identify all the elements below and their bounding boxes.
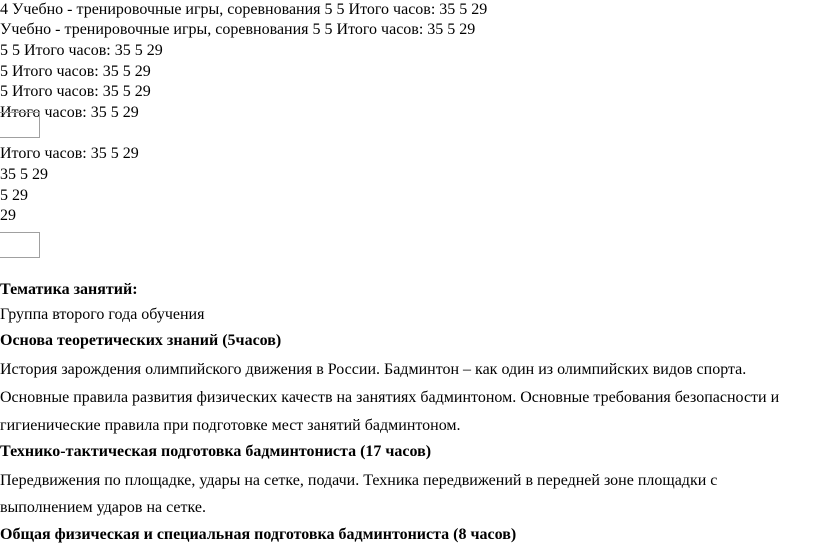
garbled-line-2: Учебно - тренировочные игры, соревнования 5 5 Итого часов: 35 5 29 bbox=[0, 21, 476, 38]
section1-text: Основные правила развития физических качеств на занятиях бадминтоном. Основные требования безопасности и bbox=[0, 389, 780, 406]
section1-text: История зарождения олимпийского движения в России. Бадминтон – как один из олимпийских видов спорта. bbox=[0, 361, 747, 378]
garbled-line-5: 5 Итого часов: 35 5 29 bbox=[0, 83, 151, 100]
garbled-line-9: 5 29 bbox=[0, 187, 28, 204]
section1-title: Основа теоретических знаний (5часов) bbox=[0, 332, 282, 349]
garbled-line-7: Итого часов: 35 5 29 bbox=[0, 145, 139, 162]
garbled-line-4: 5 Итого часов: 35 5 29 bbox=[0, 63, 151, 80]
garbled-line-3: 5 5 Итого часов: 35 5 29 bbox=[0, 42, 163, 59]
group-title: Группа второго года обучения bbox=[0, 306, 205, 323]
topics-heading: Тематика занятий: bbox=[0, 281, 138, 298]
section2-text: Передвижения по площадке, удары на сетке, подачи. Техника передвижений в передней зоне площадки с bbox=[0, 472, 718, 489]
garbled-line-10: 29 bbox=[0, 207, 16, 224]
empty-cell-box bbox=[0, 112, 40, 138]
section2-title: Технико-тактическая подготовка бадминтониста (17 часов) bbox=[0, 443, 432, 460]
garbled-line-6: Итого часов: 35 5 29 bbox=[0, 104, 139, 121]
section3-title: Общая физическая и специальная подготовка бадминтониста (8 часов) bbox=[0, 526, 517, 543]
section1-text: гигиенические правила при подготовке мест занятий бадминтоном. bbox=[0, 417, 461, 434]
empty-cell-box bbox=[0, 232, 40, 258]
section2-text: выполнением ударов на сетке. bbox=[0, 499, 206, 516]
garbled-line-8: 35 5 29 bbox=[0, 166, 48, 183]
garbled-line-1: 4 Учебно - тренировочные игры, соревнования 5 5 Итого часов: 35 5 29 bbox=[0, 1, 488, 18]
